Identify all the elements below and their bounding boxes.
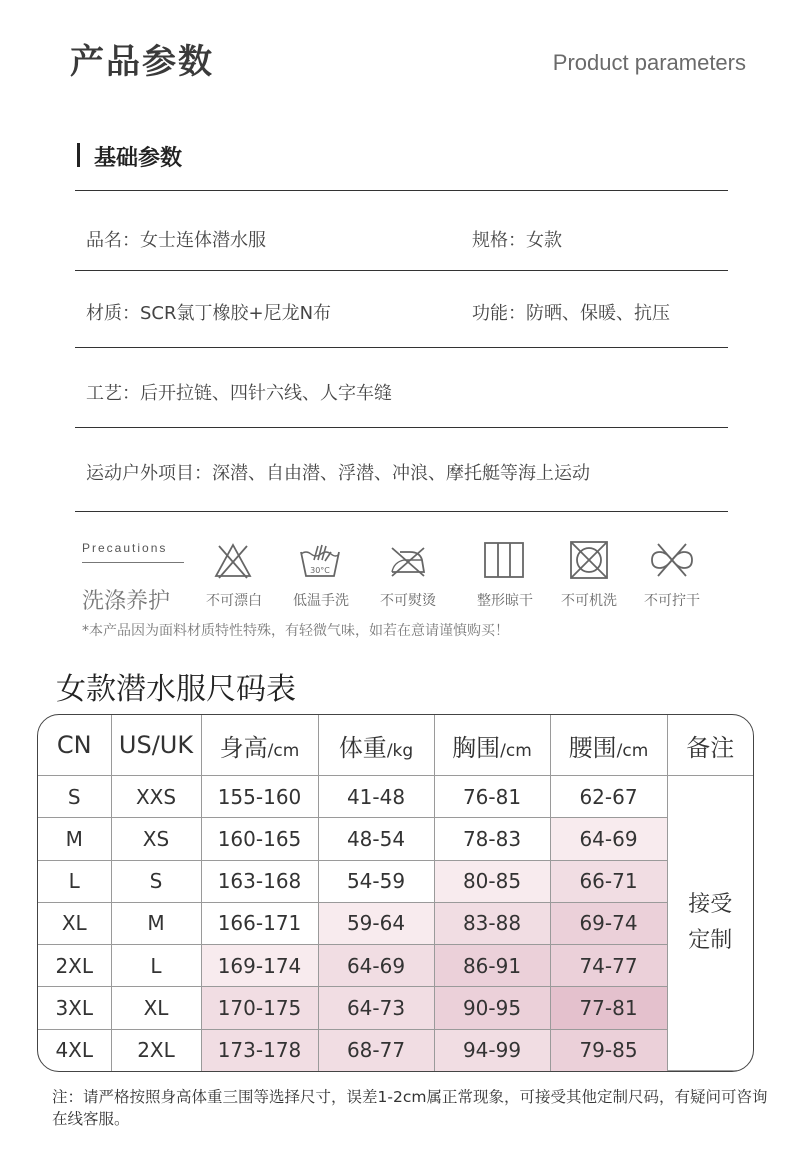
param-material: 材质：SCR氯丁橡胶+尼龙N布 [86, 303, 332, 324]
size-chart-title: 女款潜水服尺码表 [56, 672, 296, 707]
cell-height: 163-168 [201, 860, 318, 902]
material-note: *本产品因为面料材质特性特殊，有轻微气味，如若在意请谨慎购买！ [82, 623, 509, 639]
header-remark: 备注 [667, 715, 753, 776]
cell-remark [667, 776, 753, 1071]
cell-waist: 79-85 [550, 1029, 667, 1071]
remark-line-2: 定制 [688, 928, 733, 953]
header-waist: 腰围/cm [550, 715, 667, 776]
cell-waist: 62-67 [550, 776, 667, 818]
divider [75, 190, 728, 191]
cell-weight: 54-59 [318, 860, 434, 902]
cell-cn: XL [38, 902, 111, 944]
cell-chest: 76-81 [434, 776, 550, 818]
cell-chest: 94-99 [434, 1029, 550, 1071]
cell-chest: 78-83 [434, 818, 550, 860]
header-weight: 体重/kg [318, 715, 434, 776]
divider [75, 270, 728, 271]
remark-line-1: 接受 [688, 892, 733, 917]
care-label-no-machine-wash: 不可机洗 [561, 593, 617, 609]
cell-height: 160-165 [201, 818, 318, 860]
param-product-name: 品名：女士连体潜水服 [86, 230, 266, 251]
header-height: 身高/cm [201, 715, 318, 776]
care-title: 洗涤养护 [82, 589, 171, 614]
param-spec: 规格：女款 [472, 230, 562, 251]
page-title-en: Product parameters [552, 50, 746, 75]
cell-cn: 2XL [38, 945, 111, 987]
size-chart-table [37, 714, 754, 1072]
cell-chest: 90-95 [434, 987, 550, 1029]
table-row [38, 776, 753, 818]
hand-wash-30-icon [298, 540, 342, 580]
header-chest: 胸围/cm [434, 715, 550, 776]
cell-usuk: XS [111, 818, 201, 860]
cell-chest: 83-88 [434, 902, 550, 944]
cell-waist: 66-71 [550, 860, 667, 902]
divider [75, 511, 728, 512]
cell-cn: S [38, 776, 111, 818]
cell-usuk: L [111, 945, 201, 987]
table-row [38, 1029, 753, 1071]
table-row [38, 818, 753, 860]
param-craft: 工艺：后开拉链、四针六线、人字车缝 [86, 383, 392, 404]
table-row [38, 945, 753, 987]
param-sports: 运动户外项目：深潜、自由潜、浮潜、冲浪、摩托艇等海上运动 [86, 463, 590, 484]
care-label-line-dry: 整形晾干 [477, 593, 533, 609]
cell-usuk: S [111, 860, 201, 902]
cell-chest: 86-91 [434, 945, 550, 987]
care-label-no-bleach: 不可漂白 [206, 593, 262, 609]
cell-waist: 64-69 [550, 818, 667, 860]
page-title: 产品参数 [70, 42, 214, 82]
cell-cn: 3XL [38, 987, 111, 1029]
cell-usuk: XL [111, 987, 201, 1029]
divider [75, 427, 728, 428]
care-label-hand-wash: 低温手洗 [293, 593, 349, 609]
care-label-no-iron: 不可熨烫 [380, 593, 436, 609]
header-usuk: US/UK [111, 715, 201, 776]
section-marker [77, 143, 80, 167]
cell-waist: 69-74 [550, 902, 667, 944]
cell-height: 169-174 [201, 945, 318, 987]
cell-weight: 64-69 [318, 945, 434, 987]
precautions-label: Precautions [82, 541, 168, 555]
divider [75, 347, 728, 348]
no-machine-wash-icon [567, 540, 611, 580]
cell-cn: L [38, 860, 111, 902]
cell-height: 173-178 [201, 1029, 318, 1071]
cell-weight: 59-64 [318, 902, 434, 944]
cell-weight: 64-73 [318, 987, 434, 1029]
no-wring-icon [650, 540, 694, 580]
table-header-row [38, 715, 753, 776]
no-iron-icon [386, 540, 430, 580]
no-bleach-icon [211, 540, 255, 580]
cell-usuk: 2XL [111, 1029, 201, 1071]
cell-cn: M [38, 818, 111, 860]
wash-temp-text: 30°C [310, 566, 330, 575]
cell-usuk: XXS [111, 776, 201, 818]
cell-weight: 41-48 [318, 776, 434, 818]
table-row [38, 902, 753, 944]
cell-height: 166-171 [201, 902, 318, 944]
cell-weight: 68-77 [318, 1029, 434, 1071]
cell-cn: 4XL [38, 1029, 111, 1071]
line-dry-icon [482, 540, 526, 580]
precautions-underline [82, 562, 184, 563]
cell-height: 170-175 [201, 987, 318, 1029]
cell-weight: 48-54 [318, 818, 434, 860]
param-function: 功能：防晒、保暖、抗压 [472, 303, 670, 324]
care-label-no-wring: 不可拧干 [644, 593, 700, 609]
cell-waist: 74-77 [550, 945, 667, 987]
cell-waist: 77-81 [550, 987, 667, 1029]
cell-height: 155-160 [201, 776, 318, 818]
header-cn: CN [38, 715, 111, 776]
table-row [38, 860, 753, 902]
cell-chest: 80-85 [434, 860, 550, 902]
table-row [38, 987, 753, 1029]
cell-usuk: M [111, 902, 201, 944]
section-title-basic: 基础参数 [94, 146, 183, 171]
footer-note: 注：请严格按照身高体重三围等选择尺寸，误差1-2cm属正常现象，可接受其他定制尺码，有疑问可咨询在线客服。 [52, 1088, 768, 1128]
